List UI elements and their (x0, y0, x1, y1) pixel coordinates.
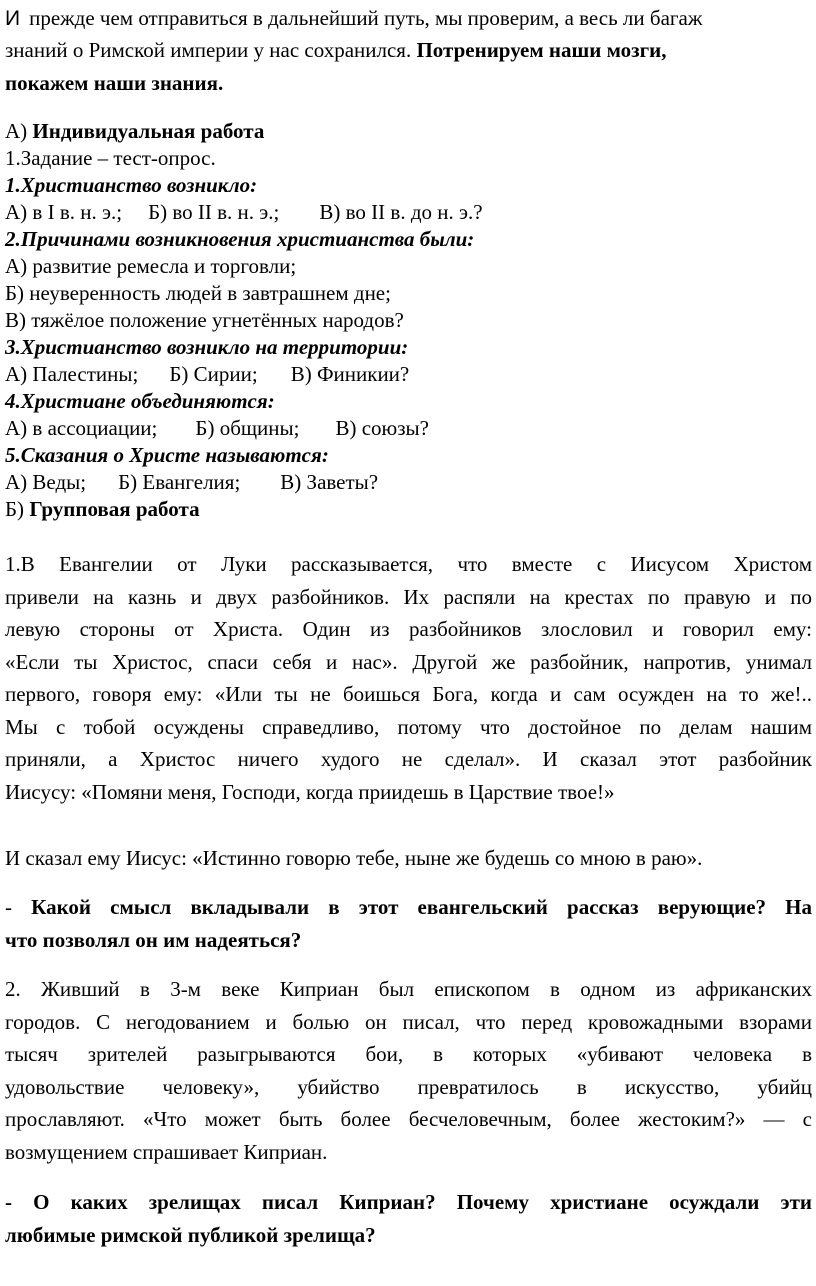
paragraph-line: 1.В Евангелии от Луки рассказывается, что вместе с Иисусом Христом (5, 552, 812, 576)
answer-2-b: Б) неуверенность людей в завтрашнем дне; (5, 281, 391, 305)
intro-first-letter: И (5, 7, 21, 30)
question-5: 5.Сказания о Христе называются: (5, 443, 329, 467)
question-3: 3.Христианство возникло на территории: (5, 335, 409, 359)
paragraph-line: «Если ты Христос, спаси себя и нас». Другой же разбойник, напротив, унимал (5, 649, 812, 674)
answer-1-b: Б) во II в. н. э.; (148, 200, 280, 224)
paragraph-luke (5, 551, 812, 811)
section-a-heading (5, 118, 264, 144)
question-1: 1.Христианство возникло: (5, 173, 258, 197)
group-question-2-line-2: любимые римской публикой зрелища? (5, 1222, 376, 1247)
paragraph-line: Мы с тобой осуждены справедливо, потому что достойное по делам нашим (5, 714, 812, 739)
paragraph-line: 2. Живший в 3-м веке Киприан был епископом в одном из африканских (5, 977, 812, 1001)
paragraph-line: Иисусу: «Помяни меня, Господи, когда приидешь в Царствие твое!» (5, 779, 615, 804)
paragraph-line: первого, говоря ему: «Или ты не боишься Бога, когда и сам осужден на то же!.. (5, 682, 812, 706)
paragraph-jesus-answer: И сказал ему Иисус: «Истинно говорю тебе, ныне же будешь со мною в раю». (5, 846, 703, 870)
group-question-2 (5, 1189, 812, 1254)
answer-4-a: А) в ассоциации; (5, 416, 158, 440)
group-question-1-line-1 (5, 894, 812, 927)
task-title: 1.Задание – тест-опрос. (5, 146, 216, 170)
section-a-prefix: А) (5, 119, 33, 143)
section-b-prefix: Б) (5, 497, 30, 521)
intro-text-1: прежде чем отправиться в дальнейший путь, мы проверим, а весь ли багаж (29, 6, 703, 30)
answer-5-b: Б) Евангелия; (118, 470, 241, 494)
answer-3-c: В) Финикии? (290, 362, 410, 386)
answer-5-a: А) Веды; (5, 470, 87, 494)
paragraph-line: левую стороны от Христа. Один из разбойников злословил и говорил ему: (5, 617, 812, 641)
answer-4-c: В) союзы? (335, 416, 429, 440)
intro-line-1 (5, 5, 702, 32)
paragraph-line: приняли, а Христос ничего худого не сделал». И сказал этот разбойник (5, 747, 812, 771)
question-2: 2.Причинами возникновения христианства были: (5, 227, 475, 251)
answers-3 (5, 361, 409, 387)
paragraph-line: удовольствие человеку», убийство превратилось в искусство, убийц (5, 1074, 812, 1099)
intro-text-2: знаний о Римской империи у нас сохранился. (5, 38, 417, 62)
answers-4 (5, 415, 429, 441)
answer-5-c: В) Заветы? (280, 470, 379, 494)
paragraph-line: привели на казнь и двух разбойников. Их распяли на крестах по правую и по (5, 584, 812, 609)
group-question-1 (5, 894, 812, 959)
section-b-title: Групповая работа (29, 497, 200, 521)
answers-1 (5, 199, 483, 225)
section-b-heading (5, 496, 200, 522)
question-4: 4.Христиане объединяются: (5, 389, 275, 413)
paragraph-line: прославляют. «Что может быть более бесчеловечным, более жестоким?» — с (5, 1107, 812, 1131)
intro-line-3: покажем наши знания. (5, 71, 224, 95)
answers-5 (5, 469, 378, 495)
paragraph-line: возмущением спрашивает Киприан. (5, 1139, 328, 1164)
paragraph-cyprian (5, 976, 812, 1171)
paragraph-line: городов. С негодованием и болью он писал, что перед кровожадными взорами (5, 1009, 812, 1034)
answer-2-a: А) развитие ремесла и торговли; (5, 254, 297, 278)
answer-3-b: Б) Сирии; (169, 362, 258, 386)
group-question-1-text: Какой смысл вкладывали в этот евангельский рассказ верующие? На (31, 895, 812, 919)
paragraph-line: тысяч зрителей разыгрываются бои, в которых «убивают человека в (5, 1042, 812, 1066)
answer-4-b: Б) общины; (195, 416, 300, 440)
intro-bold-2: Потренируем наши мозги, (416, 38, 667, 62)
group-question-1-line-2: что позволял он им надеяться? (5, 927, 302, 952)
answer-1-a: А) в I в. н. э.; (5, 200, 123, 224)
intro-line-2 (5, 37, 666, 63)
answer-1-c: В) во II в. до н. э.? (319, 200, 483, 224)
section-a-title: Индивидуальная работа (32, 119, 265, 143)
group-question-2-line-1: - О каких зрелищах писал Киприан? Почему христиане осуждали эти (5, 1190, 812, 1214)
answer-2-c: В) тяжёлое положение угнетённых народов? (5, 308, 404, 332)
dash: - (5, 895, 32, 919)
answer-3-a: А) Палестины; (5, 362, 139, 386)
